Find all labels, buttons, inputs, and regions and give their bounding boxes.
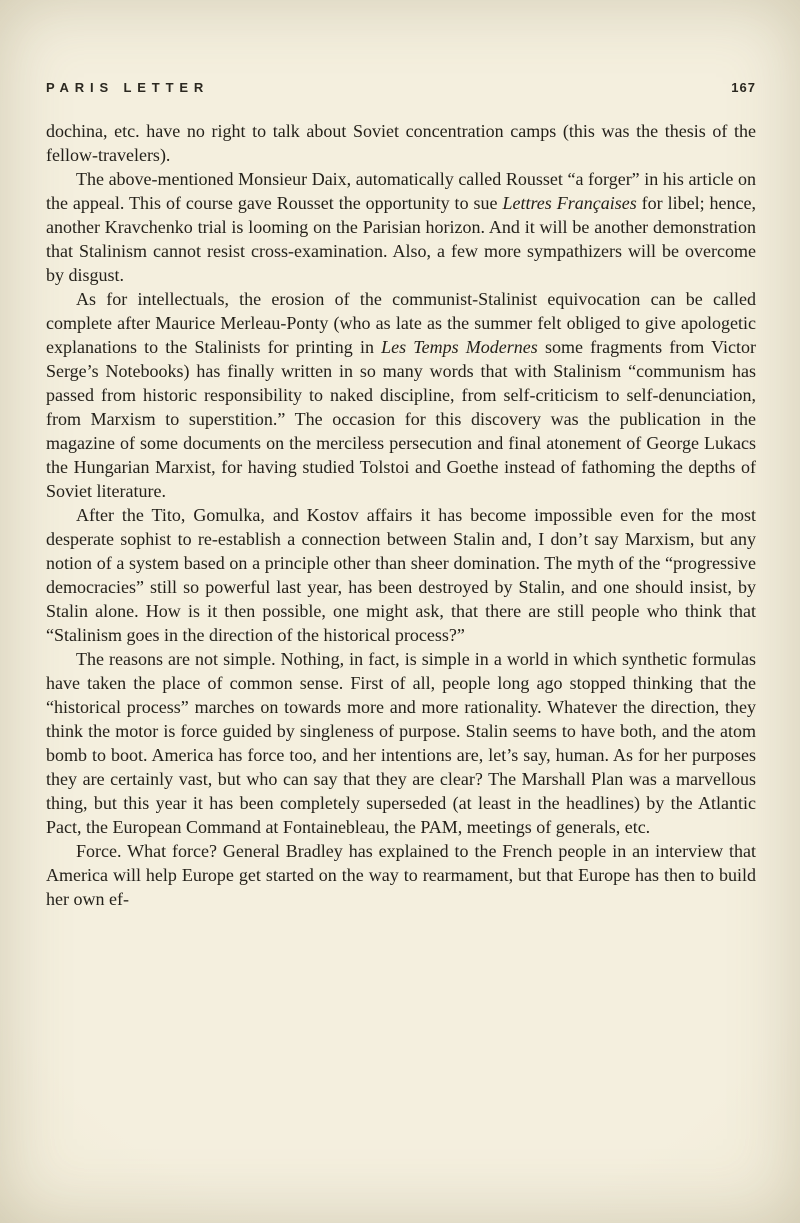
text-run: some fragments from Victor Serge’s Notebooks) has finally written in so many words that with Stalinism “communism has passed from historic responsibility to naked discipline, from self-criticism to self-denunciation, from Marxism to superstition.” The occasion for this discovery was the publication in the magazine of some documents on the merciless persecution and final atonement of George Lukacs the Hungarian Marxist, for having studied Tolstoi and Goethe instead of fathoming the depths of Soviet literature. [46, 337, 756, 501]
text-run: The reasons are not simple. Nothing, in fact, is simple in a world in which synthetic formulas have taken the place of common sense. First of all, people long ago stopped thinking that the “historical process” marches on towards more and more rationality. Whatever the direction, they think the motor is force guided by singleness of purpose. Stalin seems to have both, and the atom bomb to boot. America has force too, and her intentions are, let’s say, human. As for her purposes they are certainly vast, but who can say that they are clear? The Marshall Plan was a marvellous thing, but this year it has been completely superseded (at least in the headlines) by the Atlantic Pact, the European Command at Fontainebleau, the PAM, meetings of generals, etc. [46, 649, 756, 837]
body-text [46, 119, 756, 911]
italic-text-run: Les Temps Modernes [381, 337, 538, 357]
body-paragraph [46, 839, 756, 911]
body-paragraph [46, 167, 756, 287]
text-run: dochina, etc. have no right to talk about Soviet concentration camps (this was the thesis of the fellow-travelers). [46, 121, 756, 165]
text-run: As for intellectuals, the erosion of the communist-Stalinist equivocation can be called complete after Maurice Merleau-Ponty (who as late as the summer felt obliged to give apologetic explanations to the Stalinists for printing in [46, 289, 756, 357]
running-header [46, 80, 756, 95]
text-run: The above-mentioned Monsieur Daix, automatically called Rousset “a forger” in his article on the appeal. This of course gave Rousset the opportunity to sue [46, 169, 756, 213]
body-paragraph [46, 287, 756, 503]
running-head-title: PARIS LETTER [46, 80, 210, 95]
text-run: After the Tito, Gomulka, and Kostov affairs it has become impossible even for the most desperate sophist to re-establish a connection between Stalin and, I don’t say Marxism, but any notion of a system based on a principle other than sheer domination. The myth of the “progressive democracies” still so powerful last year, has been destroyed by Stalin, and one should insist, by Stalin alone. How is it then possible, one might ask, that there are still people who think that “Stalinism goes in the direction of the historical process?” [46, 505, 756, 645]
page-content [46, 80, 756, 911]
body-paragraph [46, 647, 756, 839]
body-paragraph [46, 503, 756, 647]
page-number: 167 [731, 80, 756, 95]
text-run: Force. What force? General Bradley has explained to the French people in an interview that America will help Europe get started on the way to rearmament, but that Europe has then to build her own ef- [46, 841, 756, 909]
text-run: for libel; hence, another Kravchenko trial is looming on the Parisian horizon. And it will be another demonstration that Stalinism cannot resist cross-examination. Also, a few more sympathizers will be overcome by disgust. [46, 193, 756, 285]
italic-text-run: Lettres Françaises [502, 193, 637, 213]
body-paragraph [46, 119, 756, 167]
